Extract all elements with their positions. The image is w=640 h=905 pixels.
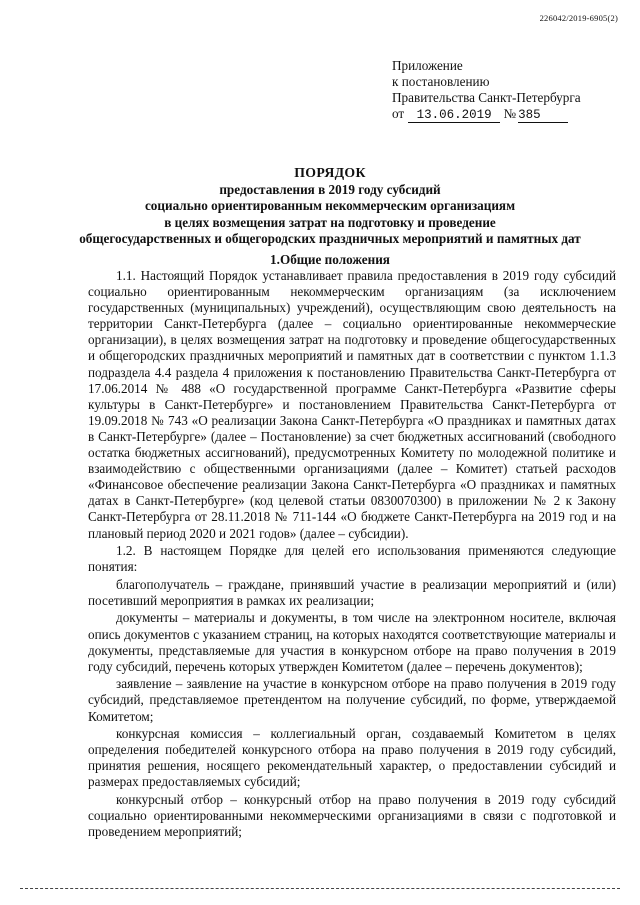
- approval-line-government: Правительства Санкт-Петербурга: [392, 90, 581, 105]
- approval-date-line: [392, 106, 622, 123]
- document-number: 226042/2019-6905(2): [539, 13, 618, 23]
- definition-commission: конкурсная комиссия – коллегиальный орган, создаваемый Комитетом в целях определения победителей конкурсного отбора на право получения в 2019 году субсидий, принятия решения, носящего рекомендательный характер, о предоставлении субсидий и размерах предоставляемых субсидий;: [88, 726, 616, 790]
- section-title: 1.Общие положения: [270, 252, 390, 267]
- definition-competitive-selection: конкурсный отбор – конкурсный отбор на право получения в 2019 году субсидий социально ориентированными некоммерческими организациями в связи с подготовкой и проведением мероприятий;: [88, 792, 616, 840]
- approval-line-appendix: Приложение: [392, 58, 463, 73]
- definition-beneficiary: благополучатель – граждане, принявший участие в реализации мероприятий и (или) посетивший мероприятия в рамках их реализации;: [88, 576, 616, 608]
- approval-date: 13.06.2019: [408, 109, 500, 123]
- title-line-2: предоставления в 2019 году субсидий: [219, 181, 441, 197]
- definition-documents: документы – материалы и документы, в том числе на электронном носителе, включая опись документов с указанием страниц, на которых находятся соответствующие материалы и документы, представляемые для участия в конкурсном отборе на право получения в 2019 году субсидий, перечень которых утвержден Комитетом (далее – перечень документов);: [88, 610, 616, 674]
- approval-number: 385: [518, 109, 568, 123]
- document-body: [88, 268, 616, 840]
- paragraph-1-1: 1.1. Настоящий Порядок устанавливает правила предоставления в 2019 году субсидий социально ориентированным некоммерческим организациям (за исключением государственных (муниципальных) учреждений), осуществляющим свою деятельность на территории Санкт-Петербурга (далее – социально ориентированные некоммерческие организации), в целях возмещения затрат на подготовку и проведение общегосударственных и общегородских праздничных мероприятий и памятных дат в соответствии с пунктом 1.1.3 подраздела 4.4 раздела 4 приложения к постановлению Правительства Санкт-Петербурга от 17.06.2014 № 488 «О государственной программе Санкт-Петербурга «Развитие сферы культуры в Санкт-Петербурге» и постановлением Правительства Санкт-Петербурга от 19.09.2018 № 743 «О реализации Закона Санкт-Петербурга «О праздниках и памятных датах в Санкт-Петербурге» (далее – Постановление) за счет бюджетных ассигнований (свободного остатка бюджетных ассигнований), предусмотренных Комитету по молодежной политике и взаимодействию с общественными организациями (далее – Комитет) статьей расходов «Финансовое обеспечение реализации Закона Санкт-Петербурга «О праздниках и памятных датах в Санкт-Петербурге» (код целевой статьи 0830070300) в приложении № 2 к Закону Санкт-Петербурга от 28.11.2018 № 711-144 «О бюджете Санкт-Петербурга на 2019 год и на плановый период 2020 и 2021 годов» (далее – субсидии).: [88, 268, 616, 541]
- title-line-1: ПОРЯДОК: [294, 165, 366, 180]
- footer-divider: [20, 888, 620, 889]
- approval-line-resolution: к постановлению: [392, 74, 490, 89]
- definition-application: заявление – заявление на участие в конкурсном отборе на право получения в 2019 году субсидий, представляемое претендентом на получение субсидий, по форме, утверждаемой Комитетом;: [88, 676, 616, 724]
- title-line-5: общегосударственных и общегородских праздничных мероприятий и памятных дат: [79, 231, 581, 246]
- title-line-3: социально ориентированным некоммерческим организациям: [144, 198, 516, 213]
- paragraph-1-2: 1.2. В настоящем Порядке для целей его использования применяются следующие понятия:: [88, 543, 616, 575]
- approval-from-label: от: [392, 106, 405, 121]
- approval-block: [392, 58, 622, 123]
- document-title: [70, 165, 590, 248]
- approval-number-label: №: [503, 106, 517, 121]
- title-line-4: в целях возмещения затрат на подготовку и проведение: [164, 214, 496, 230]
